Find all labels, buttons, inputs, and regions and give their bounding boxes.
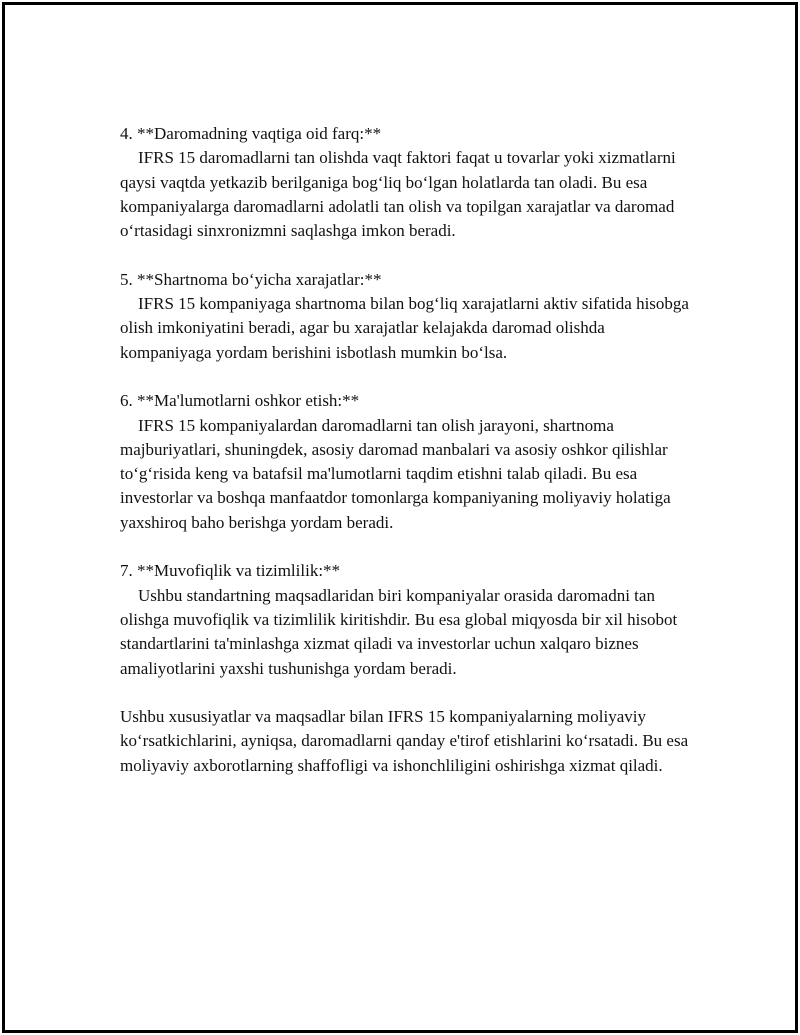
section-consistency [120,559,690,680]
page-frame [2,2,798,1033]
section-disclosure [120,389,690,535]
section-heading: 5. **Shartnoma bo‘yicha xarajatlar:** [120,269,382,289]
section-heading: 4. **Daromadning vaqtiga oid farq:** [120,124,382,143]
section-paragraph: IFRS 15 kompaniyalardan daromadlarni tan olish jarayoni, shartnoma majburiyatlari, shuningdek, asosiy daromad manbalari va asosiy oshkor qilishlar to‘g‘risida keng va batafsil ma'lumotlarni taqdim etishni talab qiladi. Bu esa investorlar va boshqa manfaatdor tomonlarga kompaniyaning moliyaviy holatiga yaxshiroq baho berishga yordam beradi. [120,415,671,532]
section-heading: 6. **Ma'lumotlarni oshkor etish:** [120,391,360,411]
section-paragraph: IFRS 15 daromadlarni tan olishda vaqt faktori faqat u tovarlar yoki xizmatlarni qaysi vaqtda yetkazib berilganiga bog‘liq bo‘lgan holatlarda tan oladi. Bu esa kompaniyalarga daromadlarni adolatli tan olish va topilgan xarajatlar va daromad o‘rtasidagi sinxronizmni saqlashga imkon beradi. [120,148,676,241]
section-timing-of-revenue [120,122,690,243]
section-paragraph: IFRS 15 kompaniyaga shartnoma bilan bog‘liq xarajatlarni aktiv sifatida hisobga olish imkoniyatini beradi, agar bu xarajatlar kelajakda daromad olishda kompaniyaga yordam berishini isbotlash mumkin bo‘lsa. [120,294,689,362]
section-heading: 7. **Muvofiqlik va tizimlilik:** [120,561,341,581]
section-contract-costs [120,268,690,365]
closing-paragraph: Ushbu xususiyatlar va maqsadlar bilan IFRS 15 kompaniyalarning moliyaviy ko‘rsatkichlarini, ayniqsa, daromadlarni qanday e'tirof etishlarini ko‘rsatadi. Bu esa moliyaviy axborotlarning shaffofligi va ishonchliligini oshirishga xizmat qiladi. [120,707,689,775]
document-body [120,122,690,778]
section-paragraph: Ushbu standartning maqsadlaridan biri kompaniyalar orasida daromadni tan olishga muvofiqlik va tizimlilik kiritishdir. Bu esa global miqyosda bir xil hisobot standartlarini ta'minlashga xizmat qiladi va investorlar uchun xalqaro biznes amaliyotlarini yaxshi tushunishga yordam beradi. [120,585,678,678]
